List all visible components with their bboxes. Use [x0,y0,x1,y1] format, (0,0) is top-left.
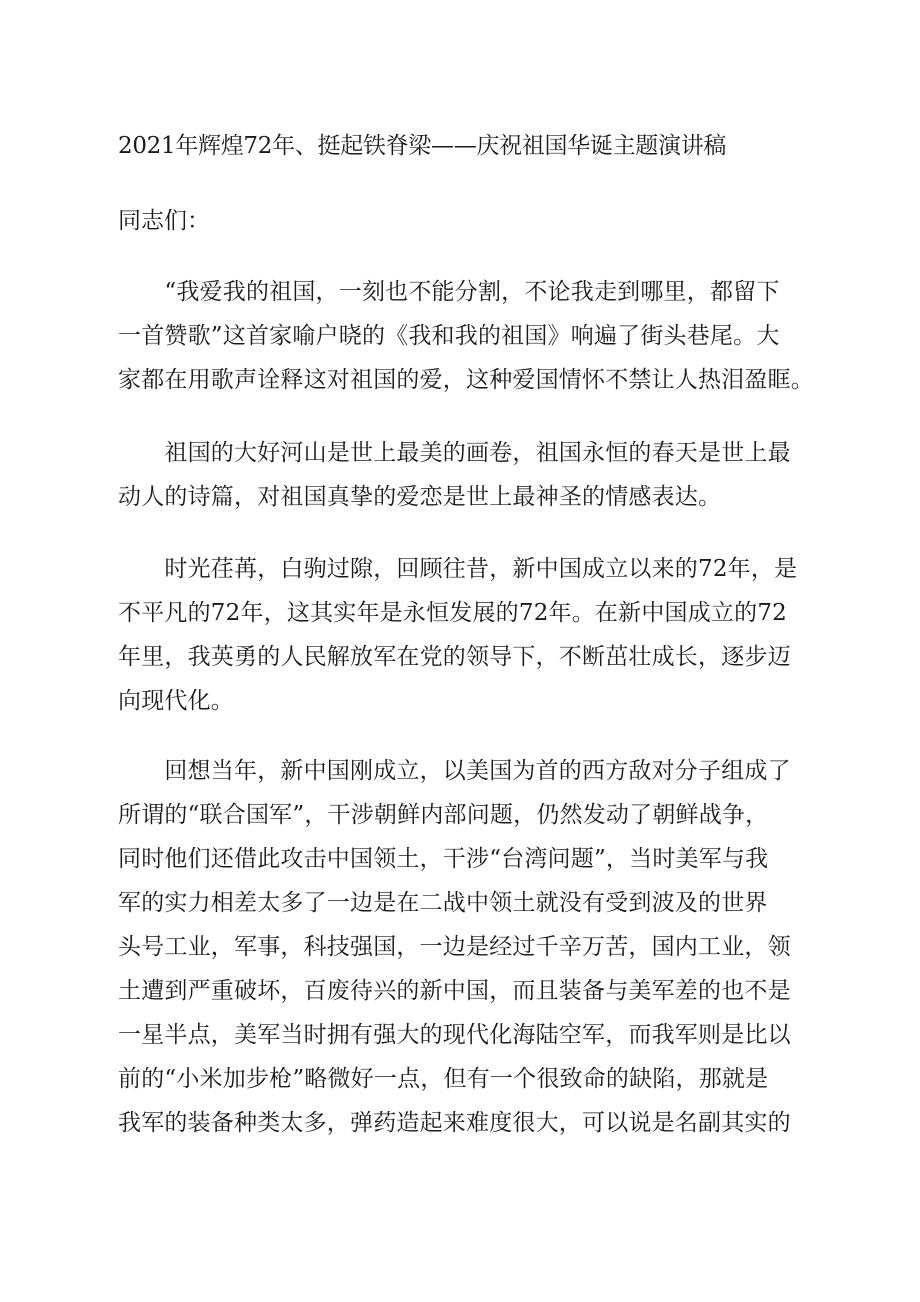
paragraph-line: 军的实力相差太多了一边是在二战中领土就没有受到波及的世界 [118,890,768,916]
paragraph-line: 我军的装备种类太多，弹药造起来难度很大，可以说是名副其实的 [118,1110,791,1136]
paragraph-line: 不平凡的72年，这其实年是永恒发展的72年。在新中国成立的72 [118,600,787,626]
paragraph-line: “我爱我的祖国，一刻也不能分割，不论我走到哪里，都留下 [118,279,780,305]
paragraph-line: 家都在用歌声诠释这对祖国的爱，这种爱国情怀不禁让人热泪盈眶。 [118,367,814,393]
paragraph-3 [118,547,798,723]
paragraph-line: 动人的诗篇，对祖国真挚的爱恋是世上最神圣的情感表达。 [118,484,722,510]
document-title: 2021年辉煌72年、挺起铁脊梁——庆祝祖国华诞主题演讲稿 [118,133,727,159]
paragraph-line: 回想当年，新中国刚成立，以美国为首的西方敌对分子组成了 [118,758,791,784]
paragraph-1 [118,270,814,402]
paragraph-line: 土遭到严重破坏，百废待兴的新中国，而且装备与美军差的也不是 [118,978,791,1004]
salutation: 同志们： [118,208,210,234]
paragraph-line: 向现代化。 [118,688,234,714]
paragraph-2 [118,431,798,519]
paragraph-line: 年里，我英勇的人民解放军在党的领导下，不断茁壮成长，逐步迈 [118,644,791,670]
paragraph-line: 时光荏苒，白驹过隙，回顾往昔，新中国成立以来的72年，是 [118,556,798,582]
paragraph-line: 所谓的“联合国军”，干涉朝鲜内部问题，仍然发动了朝鲜战争， [118,802,769,828]
paragraph-line: 头号工业，军事，科技强国，一边是经过千辛万苦，国内工业，领 [118,934,791,960]
paragraph-line: 前的“小米加步枪”略微好一点，但有一个很致命的缺陷，那就是 [118,1066,769,1092]
paragraph-line: 一星半点，美军当时拥有强大的现代化海陆空军，而我军则是比以 [118,1022,791,1048]
paragraph-4 [118,749,798,1145]
paragraph-line: 同时他们还借此攻击中国领土，干涉“台湾问题”，当时美军与我 [118,846,769,872]
paragraph-line: 一首赞歌”这首家喻户晓的《我和我的祖国》响遍了街头巷尾。大 [118,323,780,349]
paragraph-line: 祖国的大好河山是世上最美的画卷，祖国永恒的春天是世上最 [118,440,791,466]
